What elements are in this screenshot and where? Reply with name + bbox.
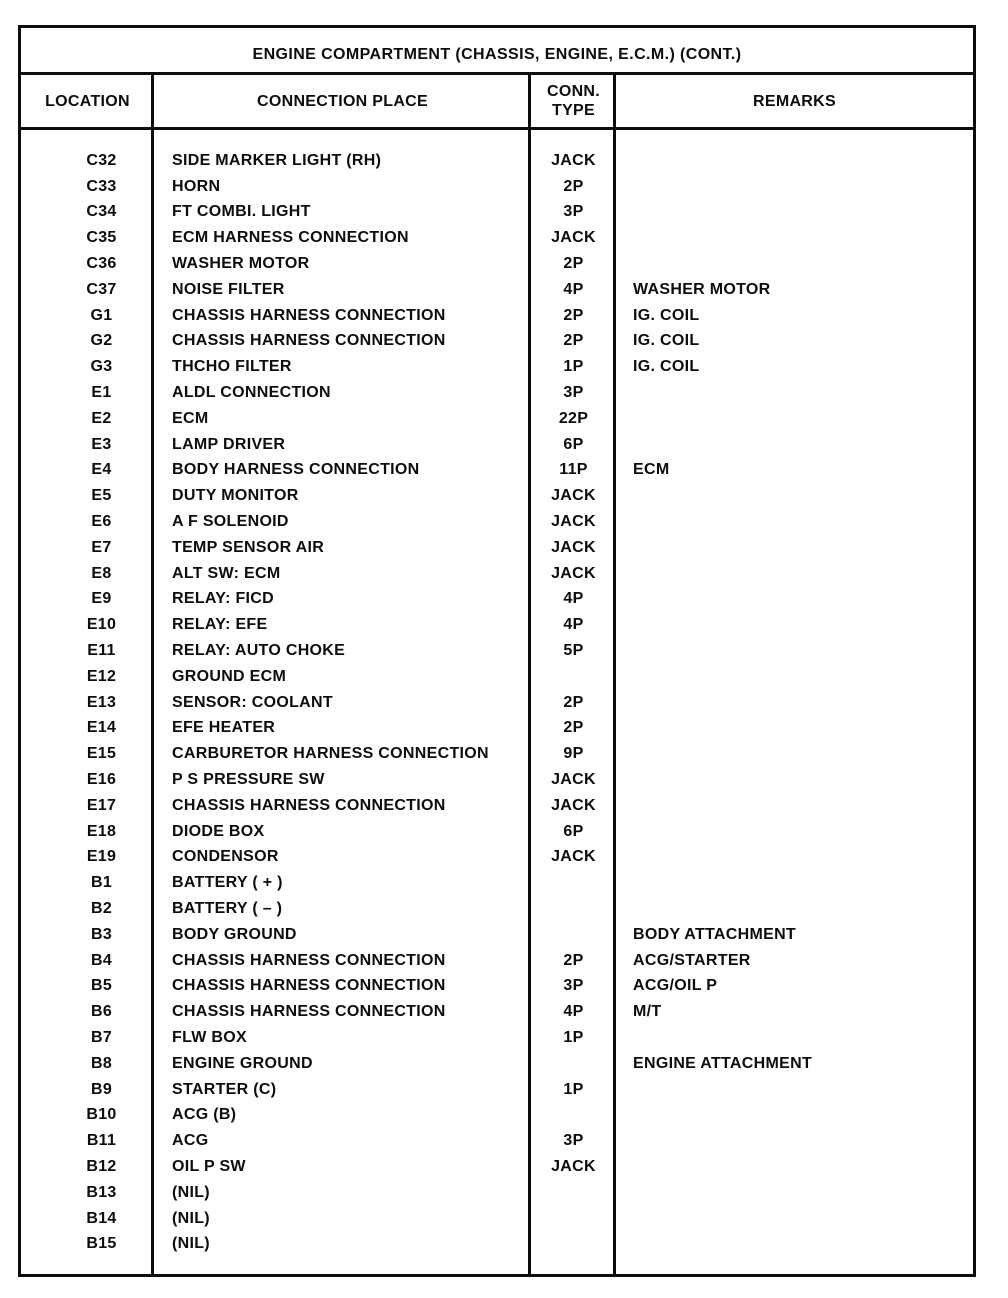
header-conn-type-line1: CONN. <box>546 83 601 100</box>
table-row <box>21 1102 973 1128</box>
table-row <box>21 845 973 871</box>
table-row <box>21 148 973 174</box>
cell-connection-place: ALT SW: ECM <box>172 564 281 582</box>
header-conn-type <box>531 75 616 127</box>
cell-conn-type: 6P <box>563 822 584 840</box>
table-row <box>21 896 973 922</box>
table-row <box>21 819 973 845</box>
cell-location: E2 <box>91 409 112 427</box>
cell-conn-type: 4P <box>563 280 584 298</box>
cell-conn-type: 3P <box>563 1132 584 1150</box>
table-row <box>21 767 973 793</box>
cell-connection-place: ECM <box>172 409 209 427</box>
cell-conn-type: 1P <box>563 358 584 376</box>
cell-conn-type: JACK <box>551 1157 596 1175</box>
cell-conn-type: 5P <box>563 642 584 660</box>
cell-connection-place: RELAY: EFE <box>172 616 268 634</box>
table-row <box>21 354 973 380</box>
table-row <box>21 483 973 509</box>
cell-conn-type: JACK <box>551 487 596 505</box>
cell-location: C36 <box>86 255 117 273</box>
table-row <box>21 561 973 587</box>
cell-connection-place: CARBURETOR HARNESS CONNECTION <box>172 745 489 763</box>
table-row <box>21 406 973 432</box>
cell-location: B7 <box>90 1028 113 1046</box>
cell-location: E10 <box>86 616 117 634</box>
cell-connection-place: P S PRESSURE SW <box>172 771 325 789</box>
cell-connection-place: (NIL) <box>172 1235 210 1253</box>
cell-connection-place: GROUND ECM <box>172 667 287 685</box>
cell-connection-place: ALDL CONNECTION <box>172 384 331 402</box>
cell-connection-place: CHASSIS HARNESS CONNECTION <box>172 332 446 350</box>
cell-connection-place: RELAY: AUTO CHOKE <box>172 642 346 660</box>
cell-conn-type: 1P <box>563 1080 584 1098</box>
cell-connection-place: FLW BOX <box>172 1028 247 1046</box>
header-conn-type-line2: TYPE <box>552 102 595 119</box>
table-header <box>21 75 973 127</box>
cell-conn-type: 9P <box>563 745 584 763</box>
cell-location: E4 <box>91 461 112 479</box>
cell-location: E17 <box>86 796 117 814</box>
cell-location: B13 <box>86 1183 117 1201</box>
cell-connection-place: FT COMBI. LIGHT <box>172 203 311 221</box>
cell-location: E19 <box>86 848 117 866</box>
cell-conn-type: JACK <box>551 848 596 866</box>
cell-location: G2 <box>90 332 113 350</box>
cell-location: C32 <box>86 151 117 169</box>
table-row <box>21 1025 973 1051</box>
cell-conn-type: JACK <box>551 564 596 582</box>
cell-connection-place: ECM HARNESS CONNECTION <box>172 229 409 247</box>
cell-connection-place: BATTERY ( + ) <box>172 874 283 892</box>
table-row <box>21 1077 973 1103</box>
cell-remarks: ACG/OIL P <box>633 977 718 995</box>
table-row <box>21 922 973 948</box>
cell-location: E13 <box>86 693 117 711</box>
cell-conn-type: 4P <box>563 590 584 608</box>
table-row <box>21 612 973 638</box>
cell-location: B1 <box>90 874 113 892</box>
cell-location: E3 <box>91 435 112 453</box>
cell-location: E8 <box>91 564 112 582</box>
table-row <box>21 509 973 535</box>
cell-connection-place: BODY GROUND <box>172 925 297 943</box>
cell-connection-place: CHASSIS HARNESS CONNECTION <box>172 951 446 969</box>
cell-connection-place: HORN <box>172 177 221 195</box>
cell-conn-type: JACK <box>551 796 596 814</box>
cell-connection-place: (NIL) <box>172 1209 210 1227</box>
cell-location: G1 <box>90 306 113 324</box>
cell-conn-type: 2P <box>563 255 584 273</box>
cell-connection-place: THCHO FILTER <box>172 358 292 376</box>
table-body <box>21 130 973 1274</box>
cell-connection-place: SIDE MARKER LIGHT (RH) <box>172 151 382 169</box>
cell-remarks: IG. COIL <box>633 306 700 324</box>
cell-connection-place: TEMP SENSOR AIR <box>172 538 325 556</box>
table-row <box>21 1154 973 1180</box>
cell-location: B4 <box>90 951 113 969</box>
cell-connection-place: ACG (B) <box>172 1106 237 1124</box>
cell-location: B14 <box>86 1209 117 1227</box>
cell-conn-type: 2P <box>563 693 584 711</box>
cell-connection-place: SENSOR: COOLANT <box>172 693 333 711</box>
cell-location: C37 <box>86 280 117 298</box>
table-row <box>21 535 973 561</box>
cell-location: C35 <box>86 229 117 247</box>
table-row <box>21 1051 973 1077</box>
table-row <box>21 793 973 819</box>
table-row <box>21 1128 973 1154</box>
cell-connection-place: WASHER MOTOR <box>172 255 310 273</box>
cell-conn-type: 2P <box>563 177 584 195</box>
cell-connection-place: DUTY MONITOR <box>172 487 299 505</box>
table-row <box>21 948 973 974</box>
table-row <box>21 999 973 1025</box>
cell-location: E14 <box>86 719 117 737</box>
cell-conn-type: 2P <box>563 719 584 737</box>
header-connection-place: CONNECTION PLACE <box>256 92 429 110</box>
cell-conn-type: 2P <box>563 306 584 324</box>
cell-location: E18 <box>86 822 117 840</box>
cell-location: E7 <box>91 538 112 556</box>
cell-conn-type: 4P <box>563 1003 584 1021</box>
cell-conn-type: 1P <box>563 1028 584 1046</box>
cell-connection-place: CHASSIS HARNESS CONNECTION <box>172 306 446 324</box>
cell-remarks: ENGINE ATTACHMENT <box>633 1054 813 1072</box>
table-row <box>21 225 973 251</box>
table-row <box>21 458 973 484</box>
cell-conn-type: JACK <box>551 229 596 247</box>
cell-connection-place: LAMP DRIVER <box>172 435 286 453</box>
cell-location: B6 <box>90 1003 113 1021</box>
cell-location: E15 <box>86 745 117 763</box>
table-row <box>21 277 973 303</box>
cell-remarks: WASHER MOTOR <box>633 280 771 298</box>
table-row <box>21 1180 973 1206</box>
cell-remarks: IG. COIL <box>633 358 700 376</box>
cell-conn-type: 3P <box>563 203 584 221</box>
cell-connection-place: OIL P SW <box>172 1157 246 1175</box>
cell-location: B10 <box>86 1106 117 1124</box>
cell-location: B9 <box>90 1080 113 1098</box>
connector-table <box>18 25 976 1277</box>
cell-location: B15 <box>86 1235 117 1253</box>
cell-connection-place: (NIL) <box>172 1183 210 1201</box>
table-row <box>21 690 973 716</box>
cell-location: E5 <box>91 487 112 505</box>
cell-conn-type: JACK <box>551 513 596 531</box>
table-row <box>21 303 973 329</box>
cell-connection-place: CHASSIS HARNESS CONNECTION <box>172 1003 446 1021</box>
cell-connection-place: DIODE BOX <box>172 822 265 840</box>
table-row <box>21 870 973 896</box>
cell-location: B8 <box>90 1054 113 1072</box>
table-row <box>21 174 973 200</box>
table-row <box>21 638 973 664</box>
cell-location: B2 <box>90 900 113 917</box>
cell-remarks: BODY ATTACHMENT <box>633 925 797 943</box>
table-row <box>21 380 973 406</box>
table-row <box>21 251 973 277</box>
table-row <box>21 329 973 355</box>
cell-connection-place: ENGINE GROUND <box>172 1054 313 1072</box>
cell-remarks: M/T <box>633 1003 662 1021</box>
cell-location: G3 <box>90 358 113 376</box>
cell-connection-place: ACG <box>172 1132 209 1150</box>
cell-connection-place: STARTER (C) <box>172 1080 277 1098</box>
cell-conn-type: 22P <box>558 409 589 427</box>
table-row <box>21 587 973 613</box>
cell-location: E9 <box>91 590 112 608</box>
table-row <box>21 741 973 767</box>
cell-location: E16 <box>86 771 117 789</box>
cell-location: B5 <box>90 977 113 995</box>
cell-remarks: ECM <box>633 461 670 479</box>
cell-connection-place: CHASSIS HARNESS CONNECTION <box>172 977 446 995</box>
cell-location: E11 <box>87 642 116 660</box>
cell-conn-type: JACK <box>551 771 596 789</box>
cell-connection-place: NOISE FILTER <box>172 280 285 298</box>
cell-location: E12 <box>86 667 117 685</box>
cell-conn-type: 3P <box>563 384 584 402</box>
cell-conn-type: JACK <box>551 538 596 556</box>
table-row <box>21 974 973 1000</box>
table-row <box>21 664 973 690</box>
header-location: LOCATION <box>45 92 130 110</box>
cell-location: B11 <box>86 1132 117 1150</box>
cell-remarks: ACG/STARTER <box>633 951 751 969</box>
cell-connection-place: BATTERY ( – ) <box>172 900 283 917</box>
cell-location: E6 <box>91 513 112 531</box>
cell-location: C33 <box>86 177 117 195</box>
cell-location: C34 <box>86 203 117 221</box>
header-remarks: REMARKS <box>753 92 836 110</box>
cell-conn-type: 4P <box>563 616 584 634</box>
cell-conn-type: 6P <box>563 435 584 453</box>
table-row <box>21 1206 973 1232</box>
table-row <box>21 1231 973 1257</box>
cell-location: B3 <box>90 925 113 943</box>
cell-location: E1 <box>91 384 112 402</box>
cell-conn-type: 2P <box>563 951 584 969</box>
cell-conn-type: JACK <box>551 151 596 169</box>
cell-connection-place: RELAY: FICD <box>172 590 274 608</box>
cell-connection-place: A F SOLENOID <box>172 513 289 531</box>
cell-conn-type: 2P <box>563 332 584 350</box>
table-title: ENGINE COMPARTMENT (CHASSIS, ENGINE, E.C.M.) (CONT.) <box>252 46 742 63</box>
table-row <box>21 432 973 458</box>
cell-remarks: IG. COIL <box>633 332 700 350</box>
cell-location: B12 <box>86 1157 117 1175</box>
cell-connection-place: EFE HEATER <box>172 719 276 737</box>
table-row <box>21 200 973 226</box>
cell-connection-place: CHASSIS HARNESS CONNECTION <box>172 796 446 814</box>
cell-conn-type: 3P <box>563 977 584 995</box>
cell-conn-type: 11P <box>559 461 588 479</box>
cell-connection-place: CONDENSOR <box>172 848 279 866</box>
table-row <box>21 716 973 742</box>
cell-connection-place: BODY HARNESS CONNECTION <box>172 461 420 479</box>
